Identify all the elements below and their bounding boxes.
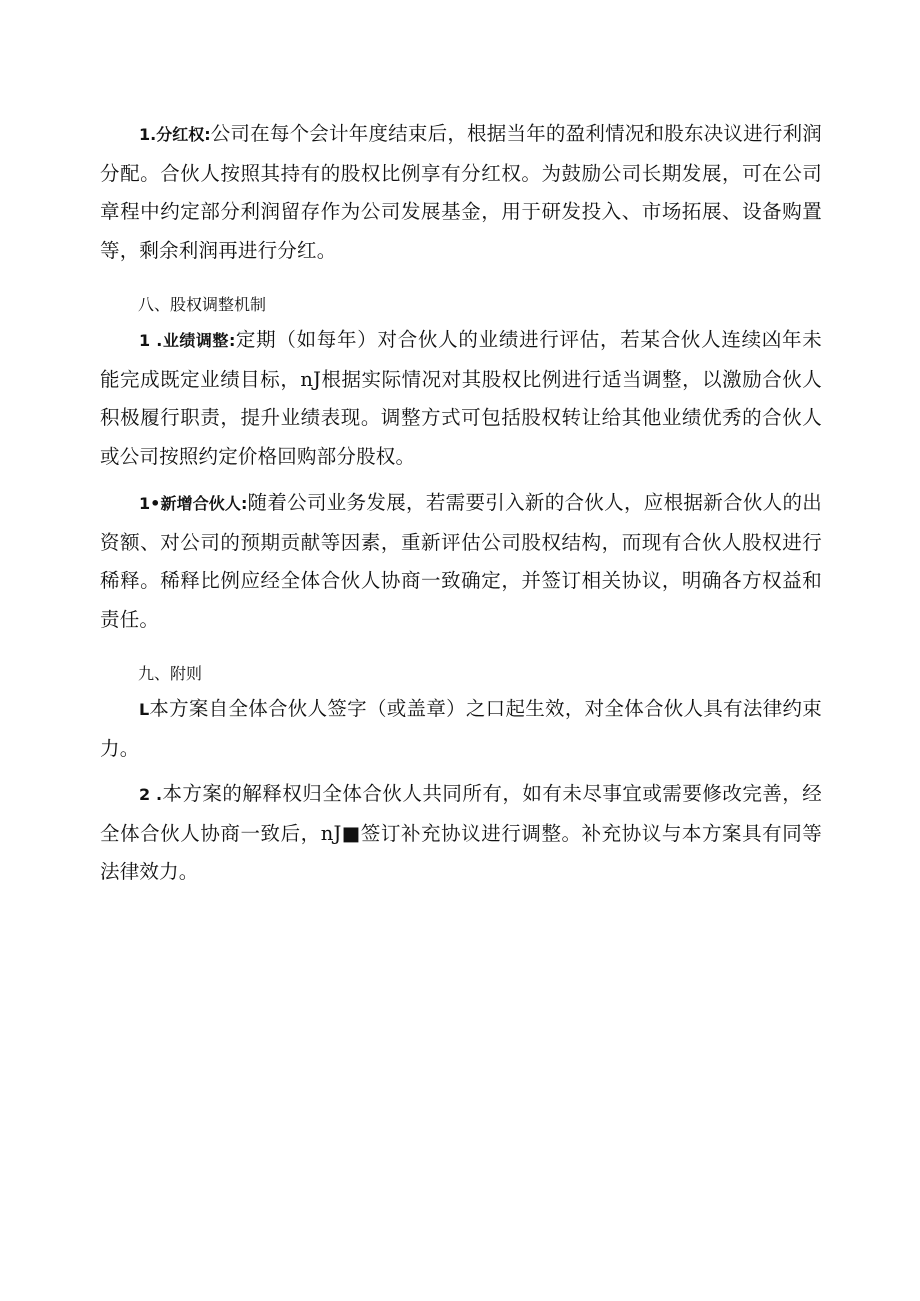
clause-lead: 2 . bbox=[139, 785, 163, 804]
section-heading-equity-adjustment: 八、股权调整机制 bbox=[138, 295, 267, 314]
clause-lead: 1.分红权: bbox=[139, 125, 211, 144]
paragraph-performance-adjustment bbox=[100, 321, 822, 476]
paragraph-dividend-rights bbox=[100, 115, 822, 270]
clause-lead: 1•新增合伙人: bbox=[139, 494, 248, 513]
paragraph-effectiveness bbox=[100, 690, 822, 768]
paragraph-interpretation bbox=[100, 775, 822, 892]
paragraph-new-partner bbox=[100, 484, 822, 639]
clause-text: 定期（如每年）对合伙人的业绩进行评估，若某合伙人连续凶年未能完成既定业绩目标，nJ根据实际情况对其股权比例进行适当调整，以激励合伙人积极履行职责，提升业绩表现。调整方式可包括股权转让给其他业绩优秀的合伙人或公司按照约定价格回购部分股权。 bbox=[100, 328, 822, 468]
clause-text: 本方案的解释权归全体合伙人共同所有，如有未尽事宜或需要修改完善，经全体合伙人协商一致后，nJ■签订补充协议进行调整。补充协议与本方案具有同等法律效力。 bbox=[100, 782, 823, 884]
clause-text: 随着公司业务发展，若需要引入新的合伙人，应根据新合伙人的出资额、对公司的预期贡献等因素，重新评估公司股权结构，而现有合伙人股权进行稀释。稀释比例应经全体合伙人协商一致确定，并签订相关协议，明确各方权益和责任。 bbox=[100, 491, 822, 631]
clause-lead: L bbox=[139, 700, 150, 719]
clause-text: 公司在每个会计年度结束后，根据当年的盈利情况和股东决议进行利润分配。合伙人按照其持有的股权比例享有分红权。为鼓励公司长期发展，可在公司章程中约定部分利润留存作为公司发展基金，用于研发投入、市场拓展、设备购置等，剩余利润再进行分红。 bbox=[100, 122, 822, 262]
section-heading-supplementary: 九、附则 bbox=[138, 664, 203, 683]
clause-lead: 1 .业绩调整: bbox=[139, 331, 236, 350]
clause-text: 本方案自全体合伙人签字（或盖章）之口起生效，对全体合伙人具有法律约束力。 bbox=[100, 697, 822, 760]
